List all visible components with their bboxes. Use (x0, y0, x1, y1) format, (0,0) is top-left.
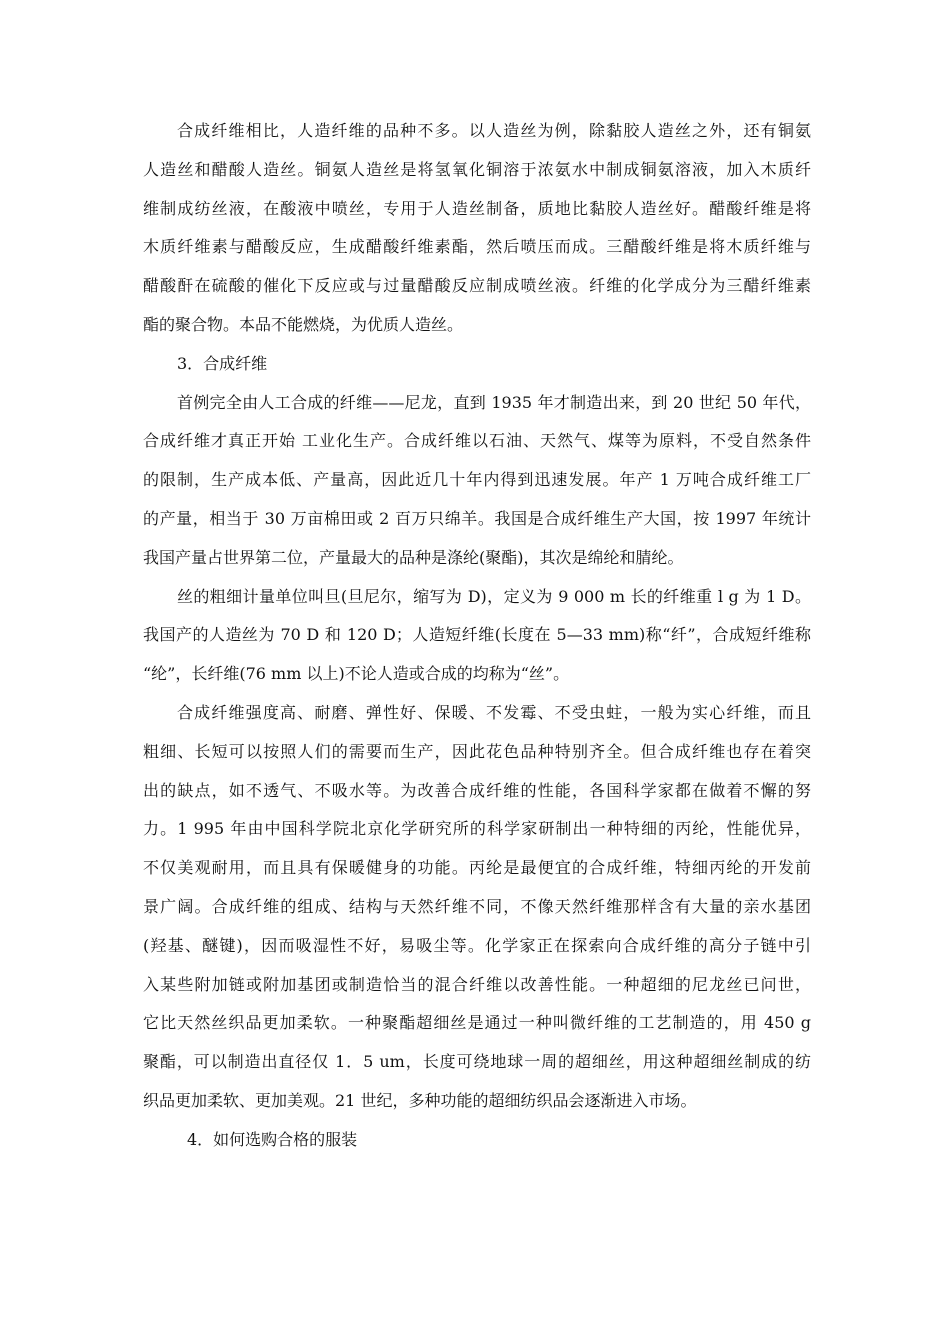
text-line: 合成纤维相比，人造纤维的品种不多。以人造丝为例，除黏胶人造丝之外，还有铜氨 (177, 121, 811, 140)
paragraph-nylon-history (143, 384, 811, 578)
section-heading-choose-clothing: 4．如何选购合格的服装 (187, 1129, 358, 1149)
text-line: 粗细、长短可以按照人们的需要而生产，因此花色品种特别齐全。但合成纤维也存在着突 (143, 741, 811, 761)
paragraph-synthetic-properties (143, 694, 811, 1121)
text-line: 合成纤维才真正开始 工业化生产。合成纤维以石油、天然气、煤等为原料，不受自然条件 (143, 431, 811, 451)
text-line: 聚酯，可以制造出直径仅 1．5 um，长度可绕地球一周的超细丝，用这种超细丝制成的纺 (143, 1052, 811, 1072)
text-line: 的产量，相当于 30 万亩棉田或 2 百万只绵羊。我国是合成纤维生产大国，按 1997 年统计 (143, 508, 811, 528)
text-line: 不仅美观耐用，而且具有保暖健身的功能。丙纶是最便宜的合成纤维，特细丙纶的开发前 (143, 858, 811, 878)
text-line: 织品更加柔软、更加美观。21 世纪，多种功能的超细纺织品会逐渐进入市场。 (143, 1090, 697, 1110)
text-line: 维制成纺丝液，在酸液中喷丝，专用于人造丝制备，质地比黏胶人造丝好。醋酸纤维是将 (143, 198, 811, 218)
text-line: 木质纤维素与醋酸反应，生成醋酸纤维素酯，然后喷压而成。三醋酸纤维是将木质纤维与 (143, 237, 811, 257)
text-line: 丝的粗细计量单位叫旦(旦尼尔，缩写为 D)，定义为 9 000 m 长的纤维重 l g 为 1 D。 (177, 586, 811, 606)
text-line: 景广阔。合成纤维的组成、结构与天然纤维不同，不像天然纤维那样含有大量的亲水基团 (143, 896, 811, 916)
text-line: 首例完全由人工合成的纤维——尼龙，直到 1935 年才制造出来，到 20 世纪 50 年代， (177, 392, 811, 412)
text-line: 的限制，生产成本低、产量高，因此近几十年内得到迅速发展。年产 1 万吨合成纤维工厂 (143, 470, 811, 490)
text-line: 我国产量占世界第二位，产量最大的品种是涤纶(聚酯)，其次是绵纶和腈纶。 (143, 547, 684, 567)
text-line: 醋酸酐在硫酸的催化下反应或与过量醋酸反应制成喷丝液。纤维的化学成分为三醋纤维素 (143, 276, 811, 296)
section-heading-synthetic-fiber: 3．合成纤维 (177, 353, 268, 373)
paragraph-rayon (143, 112, 811, 345)
text-line: 它比天然丝织品更加柔软。一种聚酯超细丝是通过一种叫微纤维的工艺制造的，用 450 g (143, 1013, 811, 1033)
text-line: 酯的聚合物。本品不能燃烧，为优质人造丝。 (143, 314, 464, 334)
text-line: 合成纤维强度高、耐磨、弹性好、保暖、不发霉、不受虫蛀，一般为实心纤维，而且 (177, 702, 811, 722)
text-line: 人造丝和醋酸人造丝。铜氨人造丝是将氢氧化铜溶于浓氨水中制成铜氨溶液，加入木质纤 (143, 159, 811, 179)
text-line: 入某些附加链或附加基团或制造恰当的混合纤维以改善性能。一种超细的尼龙丝已问世， (143, 974, 811, 994)
text-line: (羟基、醚键)，因而吸湿性不好，易吸尘等。化学家正在探索向合成纤维的高分子链中引 (143, 935, 811, 955)
text-line: 力。1 995 年由中国科学院北京化学研究所的科学家研制出一种特细的丙纶，性能优异， (143, 819, 811, 839)
text-line: “纶”，长纤维(76 mm 以上)不论人造或合成的均称为“丝”。 (143, 664, 570, 684)
paragraph-denier (143, 578, 811, 694)
text-line: 出的缺点，如不透气、不吸水等。为改善合成纤维的性能，各国科学家都在做着不懈的努 (143, 780, 811, 800)
document-page (143, 112, 811, 1160)
text-line: 我国产的人造丝为 70 D 和 120 D；人造短纤维(长度在 5—33 mm)称“纤”，合成短纤维称 (143, 625, 811, 645)
